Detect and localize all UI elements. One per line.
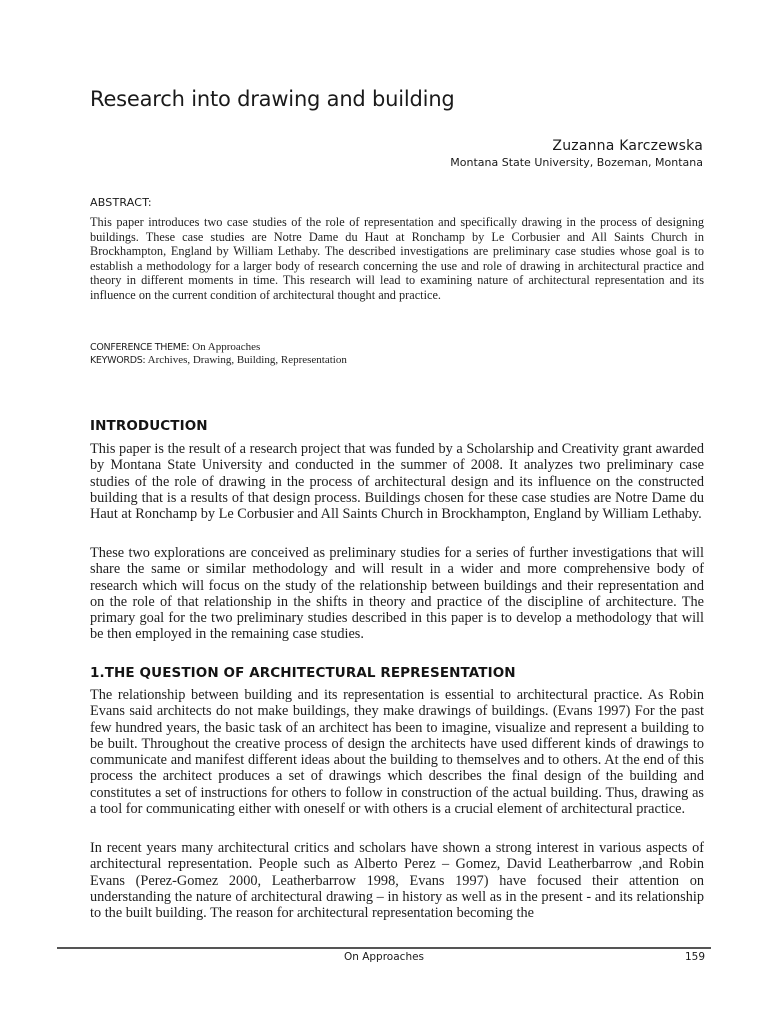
conference-theme-value: : On Approaches [186,341,261,353]
footer-rule [57,947,711,949]
conference-theme-label: CONFERENCE THEME [90,342,187,353]
section-heading-introduction: INTRODUCTION [90,418,208,434]
author-name: Zuzanna Karczewska [552,138,703,154]
author-affiliation: Montana State University, Bozeman, Montana [450,156,703,169]
footer-running-title: On Approaches [343,951,425,963]
keywords-value: : Archives, Drawing, Building, Representation [142,354,347,366]
body-paragraph: In recent years many architectural critics and scholars have shown a strong interest in various aspects of architectural representation. People such as Alberto Perez – Gomez, David Leatherbarrow ,and Robin Evans (Perez-Gomez 2000, Leatherbarrow 1998, Evans 1997) have focused their attention on understanding the nature of architectural drawing – in history as well as in the present - and its relationship to the built building. The reason for architectural representation becoming the [90,840,704,922]
keywords-label: KEYWORDS [90,355,143,366]
abstract-text: This paper introduces two case studies of the role of representation and specifically drawing in the process of designing buildings. These case studies are Notre Dame du Haut at Ronchamp by Le Corbusier and All Saints Church in Brockhampton, England by William Lethaby. The described investigations are preliminary case studies whose goal is to establish a methodology for a larger body of research concerning the use and role of drawing in architectural practice and theory in different moments in time. This research will lead to examining nature of architectural representation and its influence on the current condition of architectural thought and practice. [90,215,704,302]
page-number: 159 [684,951,705,963]
keywords [90,354,347,367]
conference-theme [90,341,347,354]
author-block [450,137,703,170]
paper-title: Research into drawing and building [90,87,455,111]
meta-block [90,341,347,367]
body-paragraph: These two explorations are conceived as preliminary studies for a series of further investigations that will share the same or similar methodology and will result in a wider and more comprehensive body of research which will focus on the study of the relationship between buildings and their representation and on the role of that relationship in the shifts in theory and practice of the discipline of architecture. The primary goal for the two preliminary studies described in this paper is to develop a methodology that will be then employed in the remaining case studies. [90,545,704,643]
body-paragraph: The relationship between building and its representation is essential to architectural practice. As Robin Evans said architects do not make buildings, they make drawings of buildings. (Evans 1997) For the past few hundred years, the basic task of an architect has been to imagine, visualize and represent a building to be built. Throughout the creative process of design the architects have used different kinds of drawings to communicate and manifest different ideas about the building to themselves and to others. At the end of this process the architect produces a set of drawings which describes the final design of the building and constitutes a set of instructions for others to follow in construction of the actual building. Thus, drawing as a tool for communicating either with oneself or with others is a crucial element of architectural practice. [90,687,704,818]
body-paragraph: This paper is the result of a research project that was funded by a Scholarship and Creativity grant awarded by Montana State University and conducted in the summer of 2008. It analyzes two preliminary case studies of the role of drawing in the process of architectural design and its influence on the constructed building that is a results of that design process. Buildings chosen for these case studies are Notre Dame du Haut at Ronchamp by Le Corbusier and All Saints Church in Brockhampton, England by William Lethaby. [90,441,704,523]
abstract-label: ABSTRACT: [90,196,152,209]
section-heading-architectural-representation: 1.THE QUESTION OF ARCHITECTURAL REPRESENTATION [90,665,516,681]
